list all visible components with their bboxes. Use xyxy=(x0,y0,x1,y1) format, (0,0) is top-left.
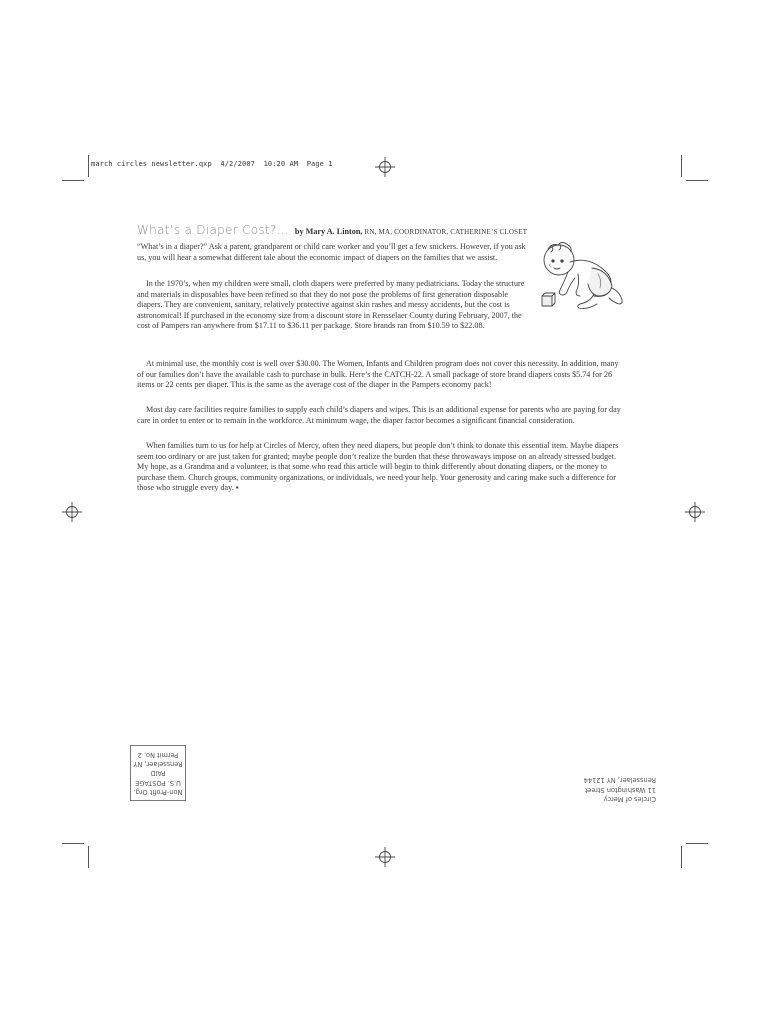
byline-author: by Mary A. Linton, xyxy=(294,227,363,236)
postage-line-city: Rensselaer, NY xyxy=(133,760,183,769)
return-address-name: Circles of Mercy xyxy=(603,794,656,803)
article-paragraph-3: At minimal use, the monthly cost is well over $30.00. The Women, Infants and Children program does not cover this necessity. In addition, many of our families don’t have the available cash to purchase in bulk. Here’s the CATCH-22. A small package of store brand diapers costs $5.74 for 26 items or 22 cents per diaper. This is the same as the average cost of the diaper in the Pampers economy pack! xyxy=(137,359,619,390)
article-byline xyxy=(295,227,527,236)
postage-line-org: Non-Profit Org. xyxy=(133,788,183,796)
article-paragraph-2: In the 1970’s, when my children were small, cloth diapers were preferred by many pediatricians. Today the structure and materials in disposables have been refined so that they do not pose the problems of first generation disposable diapers. They are convenient, sanitary, relatively protective against skin rashes and messy accidents, but the cost is astronomical! If purchased in the economy size from a discount store in Rensselaer County during February, 2007, the cost of Pampers ran anywhere from $17.11 to $36.11 per package. Store brands ran from $10.59 to $22.08. xyxy=(137,279,525,331)
article-title: What’s a Diaper Cost?… xyxy=(137,223,289,237)
registration-mark-bottom xyxy=(375,847,395,867)
article-paragraph-1: “What’s in a diaper?” Ask a parent, grandparent or child care worker and you’ll get a few snickers. However, if you ask us, you will hear a somewhat different tale about the economic impact of diapers on the families that we assist. xyxy=(137,242,526,262)
postage-line-paid: PAID xyxy=(150,769,166,778)
file-slug-line: march circles newsletter.qxp 4/2/2007 10:20 AM Page 1 xyxy=(91,160,333,168)
postage-indicia xyxy=(130,745,186,801)
article-paragraph-4: Most day care facilities require families to supply each child’s diapers and wipes. This is an additional expense for parents who are paying for day care in order to enter or to remain in the workforce. At minimum wage, the diaper factor becomes a significant financial consideration. xyxy=(137,405,621,425)
postage-line-permit: Permit No. 2 xyxy=(137,750,179,759)
return-address-street: 11 Washington Street xyxy=(584,785,656,794)
byline-credentials: RN, MA, COORDINATOR, CATHERINE’S CLOSET xyxy=(364,228,528,236)
registration-mark-left xyxy=(62,502,82,522)
return-address-city: Rensselaer, NY 12144 xyxy=(583,776,656,785)
postage-line-us: U.S. POSTAGE xyxy=(135,778,181,787)
article-heading xyxy=(137,221,637,239)
return-address xyxy=(566,775,656,803)
crawling-baby-illustration xyxy=(532,238,630,318)
registration-mark-top xyxy=(375,157,395,177)
article-paragraph-5: When families turn to us for help at Circles of Mercy, often they need diapers, but people don’t think to donate this essential item. Maybe diapers seem too ordinary or are just taken for granted; maybe people don’t realize the burden that these throwaways impose on an already stressed budget. My hope, as a Grandma and a volunteer, is that some who read this article will begin to think differently about donating diapers, or the money to purchase them. Church groups, community organizations, or individuals, we need your help. Your generosity and caring make such a difference for those who struggle every day. ▪ xyxy=(137,441,619,493)
registration-mark-right xyxy=(685,502,705,522)
